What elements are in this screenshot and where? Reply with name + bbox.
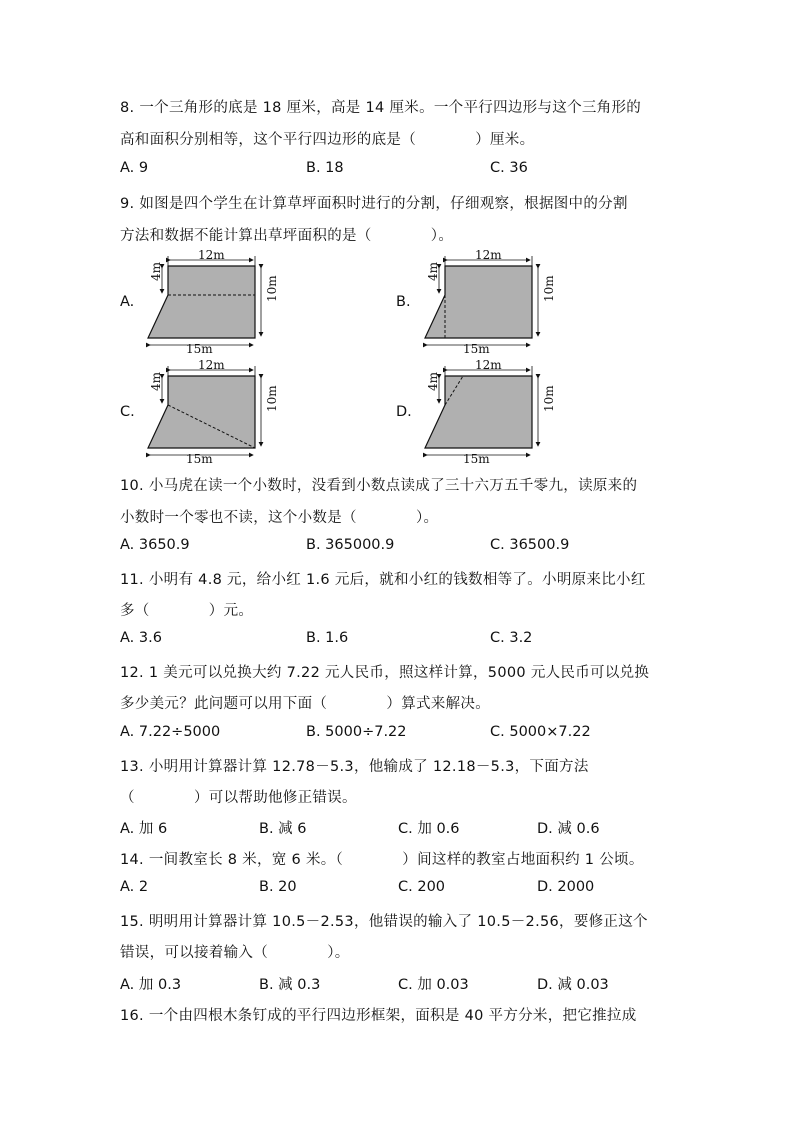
- q15-option-a: A. 加 0.3: [120, 977, 182, 993]
- q8-line2: 高和面积分别相等，这个平行四边形的底是（ ）厘米。: [120, 132, 535, 148]
- figure-a-label: A.: [120, 294, 135, 310]
- figure-c-left-label: 4m: [149, 371, 163, 391]
- figure-d-bottom-label: 15m: [463, 452, 490, 466]
- q10-line2: 小数时一个零也不读，这个小数是（ ）。: [120, 510, 439, 526]
- q9-line1: 9. 如图是四个学生在计算草坪面积时进行的分割，仔细观察，根据图中的分割: [120, 196, 628, 212]
- q13-option-d: D. 减 0.6: [537, 821, 600, 837]
- figure-b-top-label: 12m: [475, 248, 502, 262]
- figure-b-left-label: 4m: [426, 261, 440, 281]
- q10-option-c: C. 36500.9: [490, 537, 570, 553]
- q8-line1: 8. 一个三角形的底是 18 厘米，高是 14 厘米。一个平行四边形与这个三角形的: [120, 100, 642, 116]
- q12-option-c: C. 5000×7.22: [490, 724, 591, 740]
- figure-a-left-label: 4m: [149, 261, 163, 281]
- lawn-shape: [148, 266, 255, 338]
- q8-option-c: C. 36: [490, 160, 528, 176]
- q14-line1: 14. 一间教室长 8 米，宽 6 米。（ ）间这样的教室占地面积约 1 公顷。: [120, 852, 644, 868]
- figure-a: [140, 248, 280, 356]
- lawn-shape: [425, 266, 532, 338]
- q13-option-b: B. 减 6: [259, 821, 307, 837]
- q12-option-a: A. 7.22÷5000: [120, 724, 221, 740]
- q15-option-b: B. 减 0.3: [259, 977, 321, 993]
- figure-b-label: B.: [396, 294, 411, 310]
- q13-option-c: C. 加 0.6: [398, 821, 460, 837]
- lawn-shape: [425, 376, 532, 448]
- figure-d-label: D.: [396, 404, 412, 420]
- figure-b-right-label: 10m: [542, 275, 556, 302]
- q13-line2: （ ）可以帮助他修正错误。: [120, 790, 357, 806]
- figure-d-right-label: 10m: [542, 385, 556, 412]
- figure-a-bottom-label: 15m: [186, 342, 213, 356]
- q16-line1: 16. 一个由四根木条钉成的平行四边形框架，面积是 40 平方分米，把它推拉成: [120, 1008, 637, 1024]
- q14-option-b: B. 20: [259, 879, 297, 895]
- lawn-shape: [148, 376, 255, 448]
- q13-line1: 13. 小明用计算器计算 12.78－5.3，他输成了 12.18－5.3，下面方法: [120, 759, 589, 775]
- figure-b: [417, 248, 557, 356]
- q11-option-c: C. 3.2: [490, 630, 533, 646]
- figure-d: [417, 358, 557, 466]
- figure-d-top-label: 12m: [475, 358, 502, 372]
- figure-b-bottom-label: 15m: [463, 342, 490, 356]
- q15-option-c: C. 加 0.03: [398, 977, 469, 993]
- q11-line1: 11. 小明有 4.8 元，给小红 1.6 元后，就和小红的钱数相等了。小明原来比小红: [120, 572, 646, 588]
- figure-c-right-label: 10m: [265, 385, 279, 412]
- q14-option-c: C. 200: [398, 879, 446, 895]
- q15-line1: 15. 明明用计算器计算 10.5－2.53，他错误的输入了 10.5－2.56，要修正这个: [120, 914, 648, 930]
- q8-option-b: B. 18: [306, 160, 344, 176]
- q10-line1: 10. 小马虎在读一个小数时，没看到小数点读成了三十六万五千零九，读原来的: [120, 478, 638, 494]
- q15-option-d: D. 减 0.03: [537, 977, 609, 993]
- q10-option-a: A. 3650.9: [120, 537, 190, 553]
- figure-c-bottom-label: 15m: [186, 452, 213, 466]
- q11-option-a: A. 3.6: [120, 630, 162, 646]
- q10-option-b: B. 365000.9: [306, 537, 395, 553]
- q12-line2: 多少美元？此问题可以用下面（ ）算式来解决。: [120, 696, 490, 712]
- figure-a-top-label: 12m: [198, 248, 225, 262]
- q9-line2: 方法和数据不能计算出草坪面积的是（ ）。: [120, 228, 454, 244]
- q12-line1: 12. 1 美元可以兑换大约 7.22 元人民币，照这样计算，5000 元人民币可以兑换: [120, 665, 650, 681]
- q15-line2: 错误，可以接着输入（ ）。: [120, 945, 350, 961]
- q12-option-b: B. 5000÷7.22: [306, 724, 407, 740]
- q11-line2: 多（ ）元。: [120, 603, 254, 619]
- figure-c-label: C.: [120, 404, 135, 420]
- figure-d-left-label: 4m: [426, 371, 440, 391]
- figure-c-top-label: 12m: [198, 358, 225, 372]
- q14-option-d: D. 2000: [537, 879, 595, 895]
- q13-option-a: A. 加 6: [120, 821, 168, 837]
- figure-c: [140, 358, 280, 466]
- figure-a-right-label: 10m: [265, 275, 279, 302]
- q11-option-b: B. 1.6: [306, 630, 349, 646]
- q8-option-a: A. 9: [120, 160, 149, 176]
- q14-option-a: A. 2: [120, 879, 149, 895]
